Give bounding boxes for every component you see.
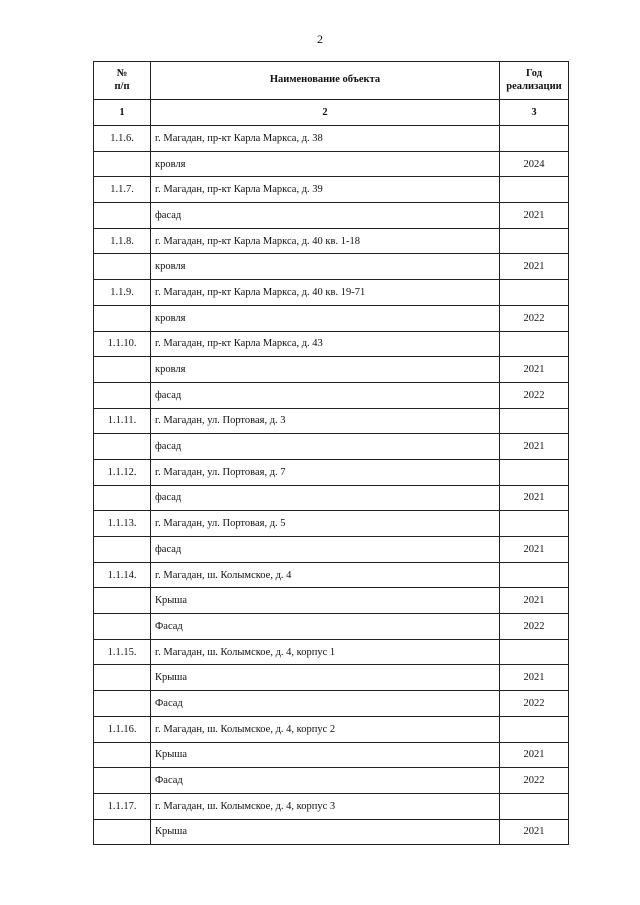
table-row [94,562,569,588]
object-name-cell: кровля [151,151,500,177]
year-cell: 2021 [500,819,569,845]
row-number-cell [94,691,151,717]
table-row [94,485,569,511]
year-cell: 2021 [500,665,569,691]
row-number-cell [94,151,151,177]
table-row [94,280,569,306]
year-cell: 2022 [500,305,569,331]
object-name-cell: Фасад [151,691,500,717]
year-cell [500,280,569,306]
object-name-cell: Фасад [151,768,500,794]
year-cell: 2021 [500,357,569,383]
table-row [94,716,569,742]
header-number [94,62,151,100]
row-number-cell [94,537,151,563]
row-number-cell: 1.1.17. [94,793,151,819]
year-cell: 2022 [500,614,569,640]
row-number-cell [94,485,151,511]
year-cell [500,793,569,819]
header-year-line2: реализации [506,80,562,92]
object-name-cell: кровля [151,305,500,331]
table-row [94,742,569,768]
table-row [94,254,569,280]
table-header-row [94,62,569,100]
object-name-cell: г. Магадан, ш. Колымское, д. 4, корпус 3 [151,793,500,819]
object-name-cell: г. Магадан, пр-кт Карла Маркса, д. 39 [151,177,500,203]
row-number-cell [94,819,151,845]
object-name-cell: г. Магадан, пр-кт Карла Маркса, д. 43 [151,331,500,357]
year-cell [500,177,569,203]
row-number-cell: 1.1.8. [94,228,151,254]
year-cell [500,126,569,152]
object-name-cell: Крыша [151,665,500,691]
year-cell [500,716,569,742]
column-index-row [94,100,569,126]
table-row [94,511,569,537]
row-number-cell [94,382,151,408]
object-name-cell: г. Магадан, пр-кт Карла Маркса, д. 40 кв. 1-18 [151,228,500,254]
object-name-cell: кровля [151,357,500,383]
table-row [94,382,569,408]
table-row [94,203,569,229]
table-row [94,459,569,485]
object-name-cell: кровля [151,254,500,280]
column-index-3: 3 [500,100,569,126]
year-cell [500,562,569,588]
table-row [94,768,569,794]
column-index-2: 2 [151,100,500,126]
object-name-cell: Фасад [151,614,500,640]
row-number-cell [94,434,151,460]
object-name-cell: фасад [151,203,500,229]
header-number-symbol: № [116,67,128,79]
table-row [94,126,569,152]
header-year [500,62,569,100]
header-number-abbrev: п/п [114,80,130,92]
year-cell: 2021 [500,537,569,563]
row-number-cell [94,588,151,614]
row-number-cell: 1.1.14. [94,562,151,588]
header-year-line1: Год [525,67,543,79]
year-cell [500,639,569,665]
table-row [94,665,569,691]
row-number-cell [94,203,151,229]
row-number-cell: 1.1.10. [94,331,151,357]
object-name-cell: г. Магадан, пр-кт Карла Маркса, д. 40 кв. 19-71 [151,280,500,306]
year-cell [500,408,569,434]
row-number-cell [94,305,151,331]
year-cell [500,459,569,485]
object-name-cell: Крыша [151,819,500,845]
row-number-cell: 1.1.6. [94,126,151,152]
year-cell: 2022 [500,768,569,794]
row-number-cell [94,254,151,280]
table-body [94,100,569,845]
object-name-cell: г. Магадан, ш. Колымское, д. 4 [151,562,500,588]
table-row [94,691,569,717]
year-cell: 2021 [500,254,569,280]
table-row [94,614,569,640]
year-cell [500,511,569,537]
object-name-cell: г. Магадан, ул. Портовая, д. 7 [151,459,500,485]
object-name-cell: г. Магадан, ш. Колымское, д. 4, корпус 2 [151,716,500,742]
year-cell: 2021 [500,434,569,460]
object-name-cell: фасад [151,382,500,408]
year-cell: 2021 [500,203,569,229]
row-number-cell [94,768,151,794]
table-row [94,793,569,819]
row-number-cell: 1.1.12. [94,459,151,485]
object-name-cell: Крыша [151,588,500,614]
page-number: 2 [317,32,323,46]
row-number-cell: 1.1.13. [94,511,151,537]
column-index-1: 1 [94,100,151,126]
year-cell: 2024 [500,151,569,177]
table-row [94,588,569,614]
year-cell: 2022 [500,691,569,717]
table-row [94,537,569,563]
row-number-cell: 1.1.16. [94,716,151,742]
row-number-cell: 1.1.9. [94,280,151,306]
table-row [94,177,569,203]
table-row [94,151,569,177]
year-cell: 2021 [500,742,569,768]
table-row [94,228,569,254]
table-row [94,639,569,665]
row-number-cell: 1.1.11. [94,408,151,434]
row-number-cell [94,614,151,640]
table-row [94,408,569,434]
table-row [94,357,569,383]
object-name-cell: фасад [151,537,500,563]
table-row [94,331,569,357]
row-number-cell [94,357,151,383]
row-number-cell [94,665,151,691]
table-row [94,305,569,331]
object-name-cell: г. Магадан, пр-кт Карла Маркса, д. 38 [151,126,500,152]
object-name-cell: г. Магадан, ул. Портовая, д. 3 [151,408,500,434]
year-cell [500,331,569,357]
row-number-cell [94,742,151,768]
year-cell [500,228,569,254]
object-name-cell: г. Магадан, ш. Колымское, д. 4, корпус 1 [151,639,500,665]
year-cell: 2022 [500,382,569,408]
row-number-cell: 1.1.7. [94,177,151,203]
table-row [94,434,569,460]
object-name-cell: фасад [151,485,500,511]
object-name-cell: г. Магадан, ул. Портовая, д. 5 [151,511,500,537]
object-name-cell: Крыша [151,742,500,768]
row-number-cell: 1.1.15. [94,639,151,665]
header-object-name: Наименование объекта [151,62,500,100]
year-cell: 2021 [500,588,569,614]
object-name-cell: фасад [151,434,500,460]
objects-table [93,61,569,845]
table-row [94,819,569,845]
year-cell: 2021 [500,485,569,511]
